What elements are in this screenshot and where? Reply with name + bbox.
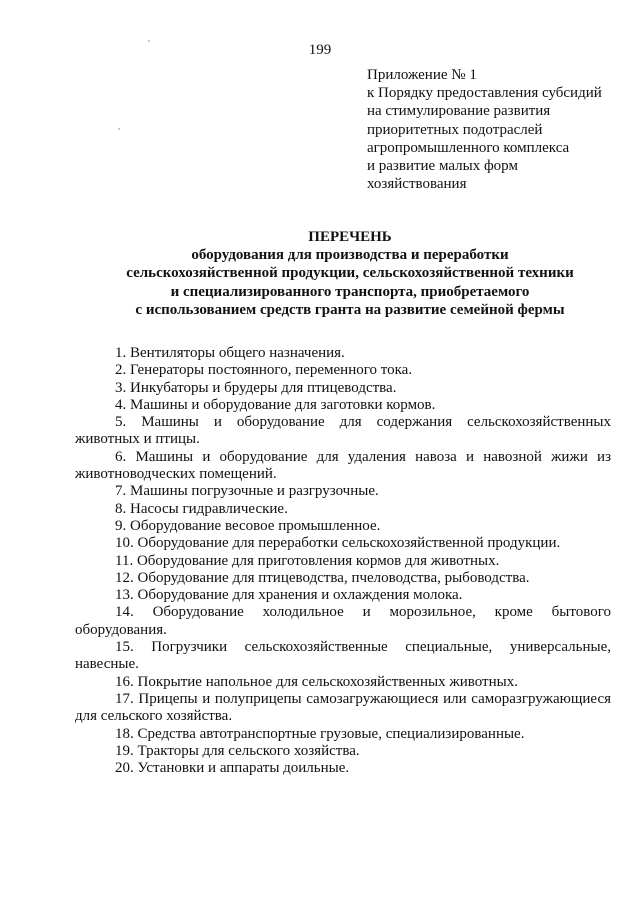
list-item: 3. Инкубаторы и брудеры для птицеводства.: [115, 379, 397, 396]
list-item: 11. Оборудование для приготовления кормов для животных.: [115, 552, 500, 569]
appendix-line: хозяйствования: [367, 176, 467, 193]
list-item: 14. Оборудование холодильное и морозильное, кроме бытового оборудования.: [75, 604, 611, 638]
list-item: 12. Оборудование для птицеводства, пчеловодства, рыбоводства.: [115, 569, 530, 586]
list-item: 8. Насосы гидравлические.: [115, 500, 288, 517]
list-item: 7. Машины погрузочные и разгрузочные.: [115, 483, 379, 500]
list-item: 13. Оборудование для хранения и охлаждения молока.: [115, 587, 463, 604]
scan-speck: [118, 128, 120, 130]
appendix-line: Приложение № 1: [367, 67, 477, 83]
title-line: с использованием средств гранта на развитие семейной фермы: [135, 301, 565, 318]
list-item: 17. Прицепы и полуприцепы самозагружающиеся или саморазгружающиеся для сельского хозяйства.: [75, 690, 611, 725]
appendix-line: и развитие малых форм: [367, 158, 518, 175]
appendix-line: на стимулирование развития: [367, 103, 551, 120]
list-item: 19. Тракторы для сельского хозяйства.: [115, 742, 360, 759]
scan-speck: [148, 40, 150, 42]
appendix-line: приоритетных подотраслей: [367, 121, 543, 138]
list-item: 16. Покрытие напольное для сельскохозяйственных животных.: [115, 673, 518, 690]
document-title: [60, 228, 640, 319]
list-item: 20. Установки и аппараты доильные.: [115, 760, 350, 777]
list-item: 1. Вентиляторы общего назначения.: [115, 345, 345, 361]
title-line: оборудования для производства и переработки: [191, 247, 509, 264]
page-number: 199: [308, 42, 332, 58]
title-line: и специализированного транспорта, приобретаемого: [170, 283, 530, 300]
title-line: ПЕРЕЧЕНЬ: [308, 229, 392, 245]
title-line: сельскохозяйственной продукции, сельскохозяйственной техники: [126, 265, 574, 282]
list-item: 9. Оборудование весовое промышленное.: [115, 517, 381, 534]
list-item: 2. Генераторы постоянного, переменного тока.: [115, 362, 413, 379]
list-item: 5. Машины и оборудование для содержания сельскохозяйственных животных и птицы.: [75, 414, 611, 448]
list-item: 18. Средства автотранспортные грузовые, специализированные.: [115, 725, 525, 742]
appendix-line: к Порядку предоставления субсидий: [367, 85, 602, 102]
list-item: 4. Машины и оборудование для заготовки кормов.: [115, 396, 436, 413]
equipment-list: [75, 345, 611, 777]
appendix-line: агропромышленного комплекса: [367, 139, 570, 156]
list-item: 6. Машины и оборудование для удаления навоза и навозной жижи из животноводческих помещений.: [75, 448, 611, 483]
list-item: 10. Оборудование для переработки сельскохозяйственной продукции.: [115, 535, 561, 552]
list-item: 15. Погрузчики сельскохозяйственные специальные, универсальные, навесные.: [75, 639, 611, 673]
appendix-header: [367, 66, 627, 193]
